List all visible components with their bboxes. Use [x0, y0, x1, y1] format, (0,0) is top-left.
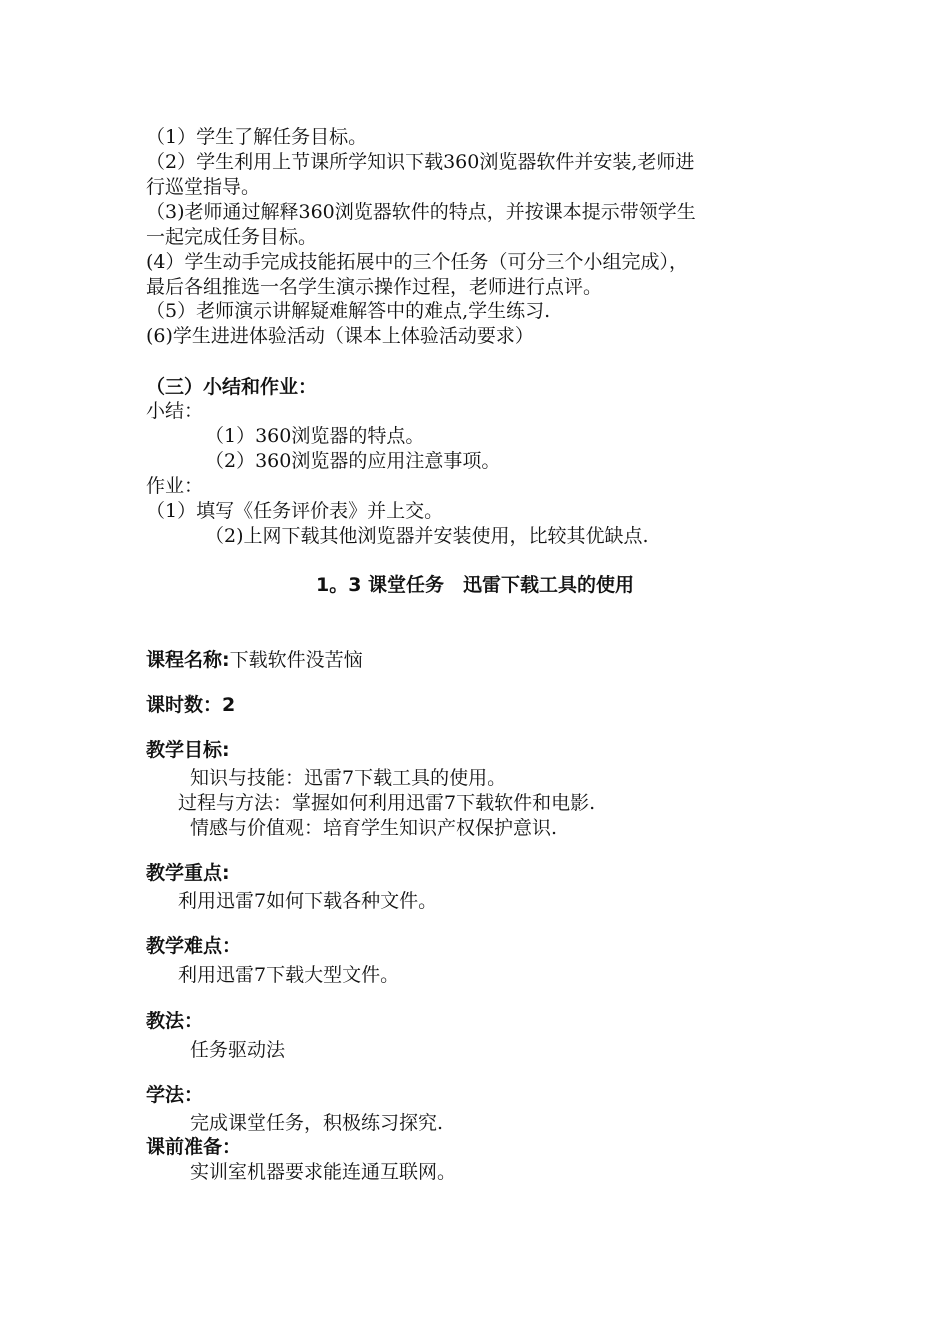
- homework-item-1: （1）填写《任务评价表》并上交。: [146, 500, 444, 522]
- prep-label: 课前准备：: [146, 1136, 242, 1158]
- study-label: 学法：: [146, 1084, 204, 1106]
- key-value: 利用迅雷7如何下载各种文件。: [178, 890, 438, 912]
- step-line-4: （3)老师通过解释360浏览器软件的特点，并按课本提示带领学生: [146, 201, 696, 223]
- step-line-7: 最后各组推选一名学生演示操作过程，老师进行点评。: [146, 276, 603, 298]
- section-title: 1。3 课堂任务 迅雷下载工具的使用: [315, 574, 635, 596]
- goal-attitude: 情感与价值观：培育学生知识产权保护意识.: [190, 817, 558, 839]
- summary-item-2: （2）360浏览器的应用注意事项。: [205, 450, 501, 472]
- summary-heading: （三）小结和作业：: [146, 376, 318, 398]
- step-line-3: 行巡堂指导。: [146, 176, 261, 198]
- step-line-2: （2）学生利用上节课所学知识下载360浏览器软件并安装,老师进: [146, 151, 695, 173]
- study-value: 完成课堂任务，积极练习探究.: [190, 1112, 444, 1134]
- step-line-6: (4）学生动手完成技能拓展中的三个任务（可分三个小组完成），: [146, 251, 689, 273]
- summary-item-1: （1）360浏览器的特点。: [205, 425, 425, 447]
- goals-label: 教学目标:: [146, 739, 230, 761]
- step-line-1: （1）学生了解任务目标。: [146, 126, 368, 148]
- homework-item-2: （2)上网下载其他浏览器并安装使用，比较其优缺点.: [205, 525, 649, 547]
- method-value: 任务驱动法: [190, 1039, 286, 1061]
- goal-knowledge: 知识与技能：迅雷7下载工具的使用。: [190, 767, 507, 789]
- course-name-value: 下载软件没苦恼: [229, 649, 363, 671]
- step-line-9: (6)学生进进体验活动（课本上体验活动要求）: [146, 325, 534, 347]
- step-line-8: （5）老师演示讲解疑难解答中的难点,学生练习.: [146, 300, 551, 322]
- course-name-row: [146, 648, 363, 672]
- course-name-label: 课程名称:: [146, 649, 230, 671]
- method-label: 教法：: [146, 1010, 204, 1032]
- homework-label: 作业：: [146, 475, 204, 497]
- key-label: 教学重点:: [146, 862, 230, 884]
- difficulty-label: 教学难点：: [146, 935, 242, 957]
- prep-value: 实训室机器要求能连通互联网。: [190, 1161, 457, 1183]
- step-line-5: 一起完成任务目标。: [146, 226, 318, 248]
- course-hours: 课时数：2: [146, 694, 236, 716]
- goal-process: 过程与方法：掌握如何利用迅雷7下载软件和电影.: [178, 792, 596, 814]
- difficulty-value: 利用迅雷7下载大型文件。: [178, 964, 400, 986]
- summary-label: 小结：: [146, 400, 204, 422]
